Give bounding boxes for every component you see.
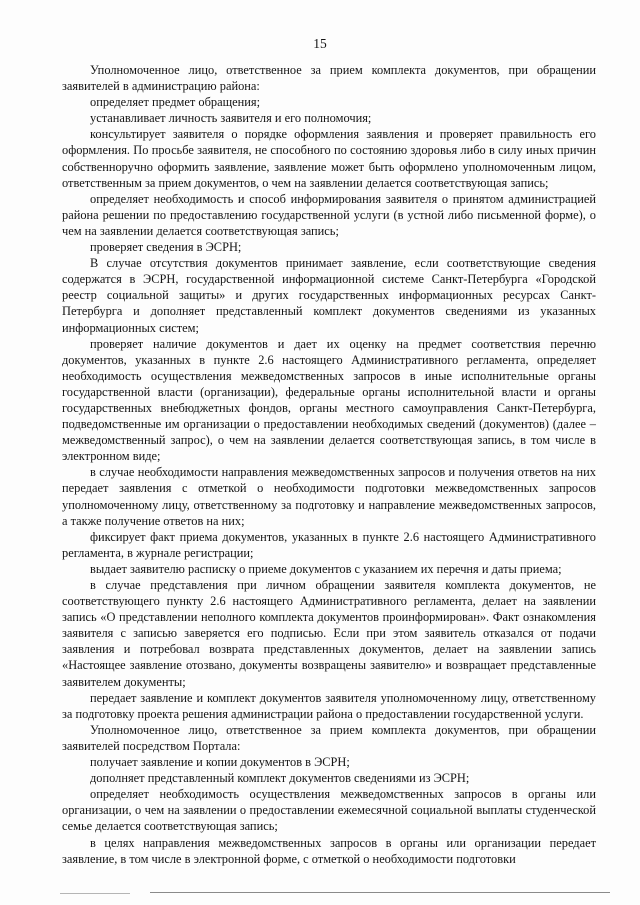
paragraph: получает заявление и копии документов в ЭСРН; bbox=[90, 755, 350, 770]
paragraph: определяет предмет обращения; bbox=[90, 95, 261, 110]
scan-edge-line bbox=[60, 893, 130, 894]
paragraph: определяет необходимость и способ информирования заявителя о принятом администрацией района решении по предоставлению государственной услуги (в устной либо письменной форме), о чем на заявлении делается соответствующая запись; bbox=[62, 191, 596, 238]
paragraph: В случае отсутствия документов принимает заявление, если соответствующие сведения содержатся в ЭСРН, государственной информационной системе Санкт-Петербурга «Городской реестр социальной защиты» и других государственных информационных ресурсах Санкт-Петербурга и дополняет представленный комплект документов сведениями из указанных информационных систем; bbox=[62, 256, 596, 335]
paragraph: проверяет наличие документов и дает их оценку на предмет соответствия перечню документов, указанных в пункте 2.6 настоящего Административного регламента, определяет необходимость осуществления межведомственных запросов в иные исполнительные органы государственной власти (организации), федеральные органы исполнительной власти и органы государственных внебюджетных фондов, органы местного самоуправления Санкт-Петербурга, подведомственные им организации о предоставлении необходимых сведений (документов) (далее – межведомственный запрос), о чем на заявлении делается соответствующая запись, в том числе в электронном виде; bbox=[62, 336, 596, 464]
page-number: 15 bbox=[313, 36, 327, 51]
paragraph: определяет необходимость осуществления межведомственных запросов в органы или организации, о чем на заявлении о предоставлении ежемесячной социальной выплаты студенческой семье делается соответствующая запись; bbox=[62, 787, 596, 834]
paragraph: в случае представления при личном обращении заявителя комплекта документов, не соответствующего пункту 2.6 настоящего Административного регламента, делает на заявлении запись «О представлении неполного комплекта документов проинформирован». Факт ознакомления заявителя с записью заверяется его подписью. Если при этом заявитель отказался от подачи заявления и потребовал возврата представленных документов, делает на заявлении запись «Настоящее заявление отозвано, документы возвращены заявителю» и возвращает представленные заявителем документы; bbox=[62, 578, 596, 689]
paragraph: в случае необходимости направления межведомственных запросов и получения ответов на них передает заявления с отметкой о необходимости подготовки межведомственных запросов уполномоченному лицу, ответственному за подготовку и направление межведомственных запросов, а также получение ответов на них; bbox=[62, 465, 596, 528]
paragraph: Уполномоченное лицо, ответственное за прием комплекта документов, при обращении заявителей посредством Портала: bbox=[62, 722, 596, 753]
paragraph: выдает заявителю расписку о приеме документов с указанием их перечня и даты приема; bbox=[90, 561, 562, 576]
paragraph: дополняет представленный комплект документов сведениями из ЭСРН; bbox=[90, 771, 470, 786]
paragraph: консультирует заявителя о порядке оформления заявления и проверяет правильность его оформления. По просьбе заявителя, не способного по состоянию здоровья либо в силу иных причин собственноручно оформить заявление, заявление может быть оформлено уполномоченным лицом, ответственным за прием документов, о чем на заявлении делается соответствующая запись; bbox=[62, 127, 596, 190]
paragraph: в целях направления межведомственных запросов в органы или организации передает заявление, в том числе в электронной форме, с отметкой о необходимости подготовки bbox=[62, 835, 596, 866]
paragraph: проверяет сведения в ЭСРН; bbox=[90, 240, 242, 255]
paragraph: фиксирует факт приема документов, указанных в пункте 2.6 настоящего Административного регламента, в журнале регистрации; bbox=[62, 529, 596, 560]
scan-edge-line bbox=[150, 892, 610, 893]
paragraph: передает заявление и комплект документов заявителя уполномоченному лицу, ответственному за подготовку проекта решения администрации района о предоставлении государственной услуги. bbox=[62, 690, 596, 721]
paragraph: устанавливает личность заявителя и его полномочия; bbox=[90, 111, 372, 126]
paragraph: Уполномоченное лицо, ответственное за прием комплекта документов, при обращении заявителей в администрацию района: bbox=[62, 63, 596, 94]
document-body bbox=[62, 62, 596, 867]
